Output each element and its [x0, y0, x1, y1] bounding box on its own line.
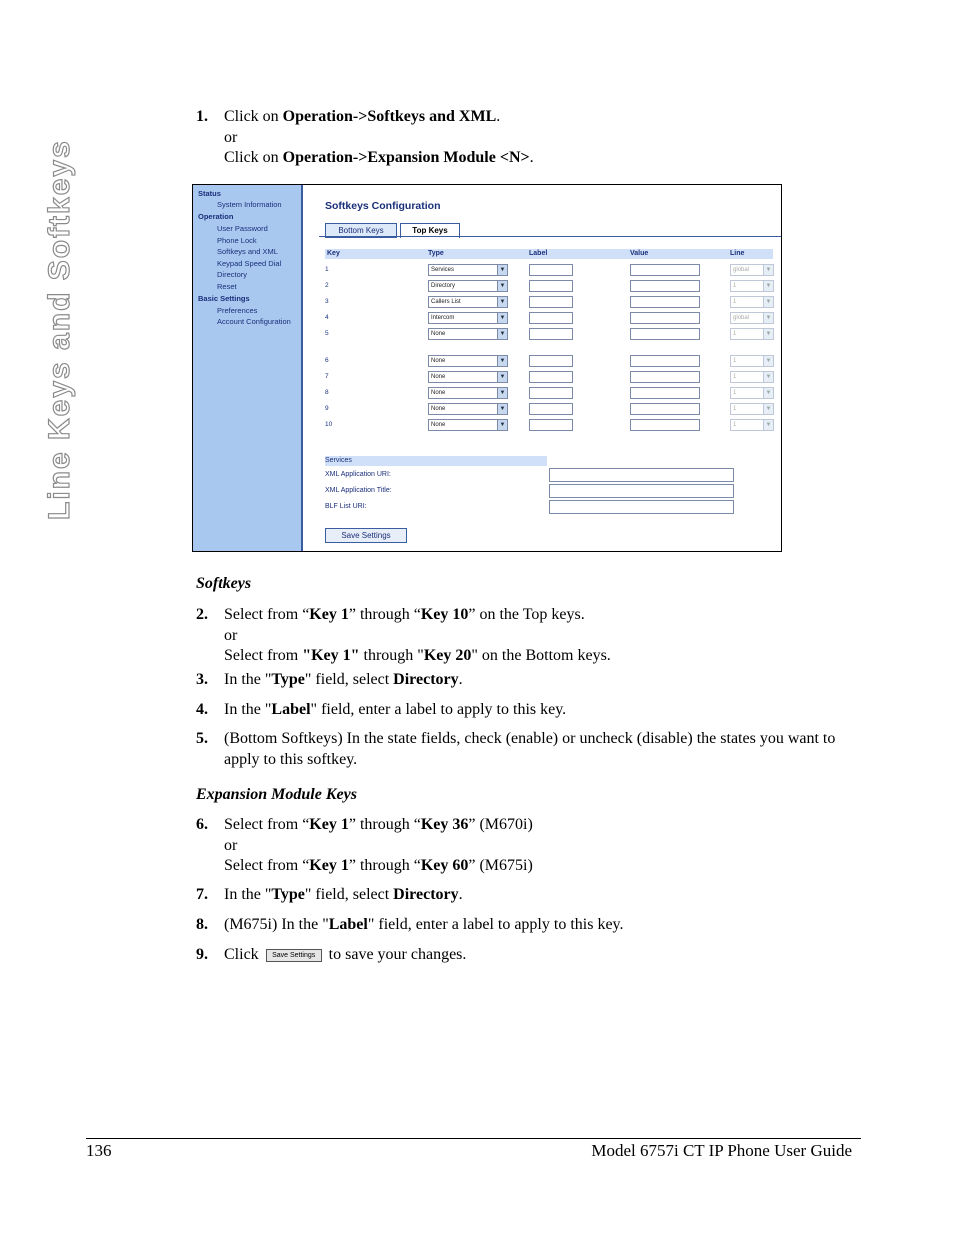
line-select[interactable]: [730, 419, 774, 431]
chevron-down-icon: ▼: [497, 297, 507, 307]
type-select[interactable]: [428, 419, 508, 431]
line-value: 1: [733, 406, 737, 412]
nav-basic-settings[interactable]: Basic Settings: [198, 294, 250, 303]
value-input[interactable]: [630, 280, 700, 292]
col-line: Line: [730, 250, 745, 257]
key-number: 5: [325, 330, 329, 337]
blf-uri-input[interactable]: [549, 500, 734, 514]
key-number: 10: [325, 421, 333, 428]
line-value: global: [733, 267, 750, 273]
line-value: 1: [733, 299, 737, 305]
line-select[interactable]: [730, 280, 774, 292]
services-header: Services: [325, 457, 352, 464]
chevron-down-icon: ▼: [497, 265, 507, 275]
value-input[interactable]: [630, 387, 700, 399]
type-select[interactable]: [428, 264, 508, 276]
chevron-down-icon: ▼: [497, 281, 507, 291]
nav-user-password[interactable]: User Password: [217, 224, 268, 233]
nav-account-configuration[interactable]: Account Configuration: [217, 317, 291, 326]
type-value: Directory: [431, 283, 456, 289]
page-number: 136: [86, 1141, 112, 1160]
value-input[interactable]: [630, 371, 700, 383]
nav-keypad-speed-dial[interactable]: Keypad Speed Dial: [217, 259, 282, 268]
key-number: 8: [325, 389, 329, 396]
value-input[interactable]: [630, 419, 700, 431]
type-select[interactable]: [428, 328, 508, 340]
line-select[interactable]: [730, 296, 774, 308]
footer-rule: [86, 1138, 861, 1139]
chevron-down-icon: ▼: [497, 388, 507, 398]
label-input[interactable]: [529, 296, 573, 308]
chevron-down-icon: ▼: [763, 356, 773, 366]
nav-preferences[interactable]: Preferences: [217, 306, 258, 315]
label-input[interactable]: [529, 264, 573, 276]
key-number: 3: [325, 298, 329, 305]
col-value: Value: [630, 250, 649, 257]
line-value: 1: [733, 374, 737, 380]
label-input[interactable]: [529, 371, 573, 383]
chevron-down-icon: ▼: [763, 313, 773, 323]
col-label: Label: [529, 250, 548, 257]
key-number: 9: [325, 405, 329, 412]
value-input[interactable]: [630, 296, 700, 308]
line-value: 1: [733, 390, 737, 396]
type-value: None: [431, 406, 446, 412]
chevron-down-icon: ▼: [763, 329, 773, 339]
chevron-down-icon: ▼: [763, 420, 773, 430]
chevron-down-icon: ▼: [497, 372, 507, 382]
value-input[interactable]: [630, 355, 700, 367]
line-select[interactable]: [730, 355, 774, 367]
tab-bottom-keys[interactable]: Bottom Keys: [325, 223, 397, 238]
chevron-down-icon: ▼: [497, 356, 507, 366]
nav-softkeys-xml[interactable]: Softkeys and XML: [217, 247, 278, 256]
value-input[interactable]: [630, 328, 700, 340]
save-settings-inline-button: Save Settings: [266, 949, 322, 962]
line-value: 1: [733, 358, 737, 364]
guide-title: Model 6757i CT IP Phone User Guide: [591, 1141, 852, 1160]
step-number: 1.: [196, 108, 208, 125]
line-value: 1: [733, 283, 737, 289]
chevron-down-icon: ▼: [497, 404, 507, 414]
type-select[interactable]: [428, 403, 508, 415]
xml-title-input[interactable]: [549, 484, 734, 498]
chevron-down-icon: ▼: [763, 388, 773, 398]
line-value: 1: [733, 331, 737, 337]
chevron-down-icon: ▼: [763, 265, 773, 275]
key-number: 6: [325, 357, 329, 364]
label-input[interactable]: [529, 403, 573, 415]
label-input[interactable]: [529, 419, 573, 431]
type-select[interactable]: [428, 296, 508, 308]
type-value: None: [431, 422, 446, 428]
tab-divider: [319, 236, 781, 237]
xml-uri-label: XML Application URI:: [325, 471, 391, 478]
softkeys-heading: Softkeys: [196, 575, 252, 592]
menu-path: Operation->Expansion Module <N>: [282, 149, 530, 166]
type-value: Callers List: [431, 299, 461, 305]
line-select[interactable]: [730, 403, 774, 415]
key-number: 4: [325, 314, 329, 321]
sidebar-nav: [193, 185, 303, 551]
menu-path: Operation->Softkeys and XML: [282, 108, 497, 125]
label-input[interactable]: [529, 328, 573, 340]
line-value: global: [733, 315, 750, 321]
label-input[interactable]: [529, 355, 573, 367]
type-value: None: [431, 358, 446, 364]
label-input[interactable]: [529, 387, 573, 399]
type-select[interactable]: [428, 280, 508, 292]
line-select[interactable]: [730, 264, 774, 276]
line-select[interactable]: [730, 387, 774, 399]
xml-title-label: XML Application Title:: [325, 487, 392, 494]
label-input[interactable]: [529, 312, 573, 324]
type-select[interactable]: [428, 387, 508, 399]
value-input[interactable]: [630, 312, 700, 324]
xml-uri-input[interactable]: [549, 468, 734, 482]
key-number: 1: [325, 266, 329, 273]
chapter-side-title: Line Keys and Softkeys: [43, 139, 76, 520]
type-select[interactable]: [428, 312, 508, 324]
col-key: Key: [327, 250, 340, 257]
chevron-down-icon: ▼: [763, 281, 773, 291]
nav-reset[interactable]: Reset: [217, 282, 237, 291]
line-select[interactable]: [730, 328, 774, 340]
line-select[interactable]: [730, 312, 774, 324]
nav-directory[interactable]: Directory: [217, 270, 248, 279]
nav-operation[interactable]: Operation: [198, 212, 234, 221]
type-value: Services: [431, 267, 455, 273]
page-title: Softkeys Configuration: [325, 200, 441, 212]
services-header-bar: [325, 456, 547, 466]
key-number: 7: [325, 373, 329, 380]
chevron-down-icon: ▼: [763, 404, 773, 414]
save-settings-button[interactable]: Save Settings: [325, 528, 407, 543]
type-select[interactable]: [428, 371, 508, 383]
nav-status[interactable]: Status: [198, 189, 221, 198]
chevron-down-icon: ▼: [497, 420, 507, 430]
table-header: [325, 249, 773, 259]
line-select[interactable]: [730, 371, 774, 383]
chevron-down-icon: ▼: [763, 372, 773, 382]
chevron-down-icon: ▼: [497, 329, 507, 339]
type-value: None: [431, 374, 446, 380]
label-input[interactable]: [529, 280, 573, 292]
chevron-down-icon: ▼: [497, 313, 507, 323]
line-value: 1: [733, 422, 737, 428]
type-value: None: [431, 331, 446, 337]
softkeys-config-screenshot: [192, 184, 782, 552]
key-number: 2: [325, 282, 329, 289]
value-input[interactable]: [630, 264, 700, 276]
config-main: [303, 185, 781, 551]
col-type: Type: [428, 250, 444, 257]
tab-top-keys[interactable]: Top Keys: [400, 223, 460, 238]
nav-system-information[interactable]: System Information: [217, 200, 282, 209]
expansion-heading: Expansion Module Keys: [196, 786, 357, 803]
chevron-down-icon: ▼: [763, 297, 773, 307]
nav-phone-lock[interactable]: Phone Lock: [217, 236, 257, 245]
blf-uri-label: BLF List URI:: [325, 503, 367, 510]
type-value: None: [431, 390, 446, 396]
type-select[interactable]: [428, 355, 508, 367]
type-value: Intercom: [431, 315, 455, 321]
value-input[interactable]: [630, 403, 700, 415]
